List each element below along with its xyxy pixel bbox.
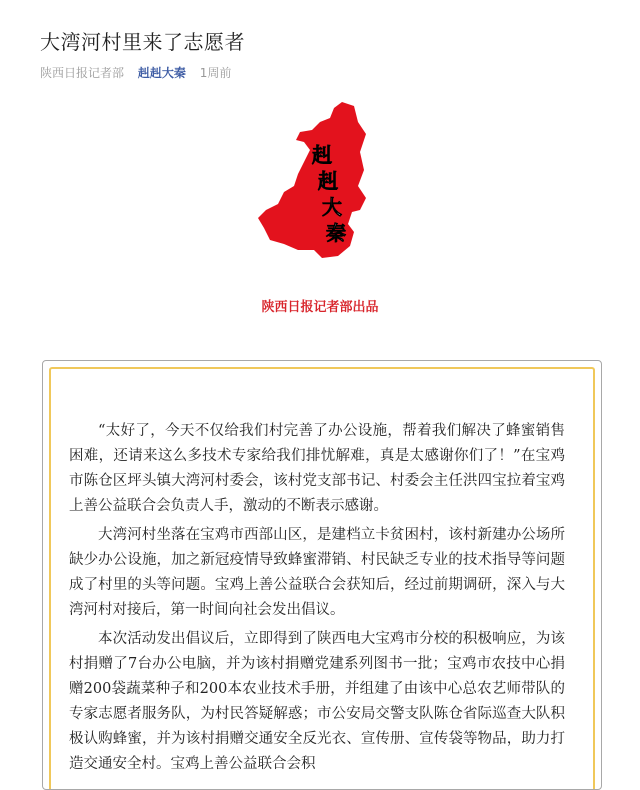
article-body-text — [69, 419, 565, 781]
article-channel-link[interactable]: 赳赳大秦 — [137, 66, 186, 80]
shaanxi-map-logo — [254, 100, 394, 260]
shaanxi-map-icon — [254, 100, 394, 260]
logo-glyph-1: 赳 — [312, 143, 332, 167]
map-shape — [258, 102, 366, 258]
paragraph: 大湾河村坐落在宝鸡市西部山区，是建档立卡贫困村，该村新建办公场所缺少办公设施，加之新冠疫情导致蜂蜜滞销、村民缺乏专业的技术指导等问题成了村里的头等问题。宝鸡上善公益联合会获知后，经过前期调研，深入与大湾河村对接后，第一时间向社会发出倡议。 — [69, 527, 565, 618]
logo-glyph-2: 赳 — [318, 169, 338, 193]
article-source: 陕西日报记者部 — [40, 66, 125, 80]
article-meta — [40, 64, 241, 81]
article-time: 1周前 — [199, 66, 232, 80]
logo-glyph-3: 大 — [322, 195, 342, 219]
paragraph: “太好了，今天不仅给我们村完善了办公设施，帮着我们解决了蜂蜜销售困难，还请来这么多技术专家给我们排忧解难，真是太感谢你们了！”在宝鸡市陈仓区坪头镇大湾河村委会，该村党支部书记、村委会主任洪四宝拉着宝鸡上善公益联合会负责人手，激动的不断表示感谢。 — [69, 423, 565, 514]
article-body-frame — [42, 360, 602, 790]
paragraph: 本次活动发出倡议后，立即得到了陕西电大宝鸡市分校的积极响应，为该村捐赠了7台办公电脑，并为该村捐赠党建系列图书一批；宝鸡市农技中心捐赠200袋蔬菜种子和200本农业技术手册，并组建了由该中心总农艺师带队的专家志愿者服务队，为村民答疑解惑；市公安局交警支队陈仓省际巡查大队积极认购蜂蜜，并为该村捐赠交通安全反光衣、宣传册、宣传袋等物品，助力打造交通安全村。宝鸡上善公益联合会积 — [69, 631, 565, 772]
logo-caption: 陕西日报记者部出品 — [261, 300, 379, 315]
article-title: 大湾河村里来了志愿者 — [40, 30, 245, 54]
logo-glyph-4: 秦 — [326, 221, 346, 245]
